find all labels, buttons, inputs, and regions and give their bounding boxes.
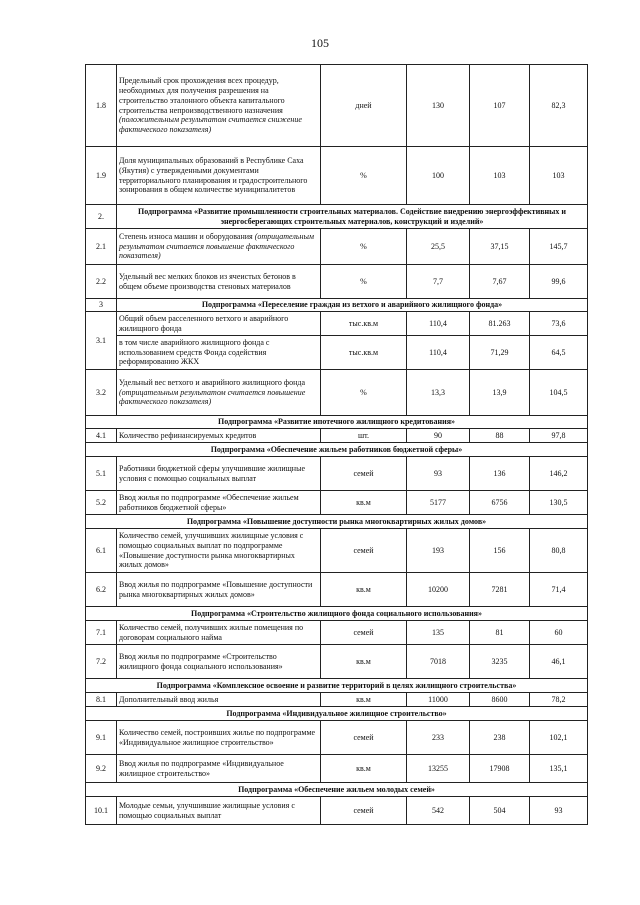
table-row [86,65,588,147]
fact-value: 17908 [470,755,530,783]
unit-cell: семей [321,457,407,491]
percent-value: 135,1 [530,755,588,783]
fact-value: 6756 [470,491,530,515]
indicator-note: (положительным результатом считается снижение фактического показателя) [119,115,302,135]
table-row [86,529,588,573]
indicator-name: Ввод жилья по подпрограмме «Обеспечение жильем работников бюджетной сферы» [117,491,321,515]
indicator-text: Предельный срок прохождения всех процедур, необходимых для получения разрешения на строительство эталонного объекта капитального строительства непроизводственного назначения [119,76,285,115]
unit-cell: кв.м [321,573,407,607]
plan-value: 5177 [407,491,470,515]
indicator-name: Ввод жилья по подпрограмме «Повышение доступности рынка многоквартирных жилых домов» [117,573,321,607]
plan-value: 25,5 [407,229,470,265]
table-row [86,229,588,265]
plan-value: 110,4 [407,312,470,336]
table-row [86,370,588,416]
indicator-name: Количество семей, улучшивших жилищные условия с помощью социальных выплат по подпрограмме «Повышение доступности рынка многоквартирных жилых домов» [117,529,321,573]
plan-value: 193 [407,529,470,573]
plan-value: 13,3 [407,370,470,416]
section-row [86,205,588,229]
table-row [86,797,588,825]
plan-value: 13255 [407,755,470,783]
section-title: Подпрограмма «Комплексное освоение и развитие территорий в целях жилищного строительства» [86,679,588,693]
indicator-name: Работники бюджетной сферы улучшившие жилищные условия с помощью социальных выплат [117,457,321,491]
unit-cell: семей [321,621,407,645]
fact-value: 81 [470,621,530,645]
section-row [86,299,588,312]
row-number: 10.1 [86,797,117,825]
row-number: 2.1 [86,229,117,265]
fact-value: 13,9 [470,370,530,416]
section-row [86,416,588,429]
row-number: 1.9 [86,147,117,205]
percent-value: 64,5 [530,336,588,370]
indicator-name [117,65,321,147]
section-row [86,515,588,529]
section-row [86,607,588,621]
unit-cell: тыс.кв.м [321,312,407,336]
row-number: 9.1 [86,721,117,755]
table-row [86,312,588,336]
fact-value: 7,67 [470,265,530,299]
indicator-name: Общий объем расселенного ветхого и аварийного жилищного фонда [117,312,321,336]
fact-value: 107 [470,65,530,147]
unit-cell: % [321,229,407,265]
plan-value: 10200 [407,573,470,607]
percent-value: 78,2 [530,693,588,707]
percent-value: 99,6 [530,265,588,299]
section-title: Подпрограмма «Строительство жилищного фонда социального использования» [86,607,588,621]
percent-value: 97,8 [530,429,588,443]
section-number: 3 [86,299,117,312]
indicator-name: Дополнительный ввод жилья [117,693,321,707]
indicator-name: Количество рефинансируемых кредитов [117,429,321,443]
page-number: 105 [311,36,329,50]
plan-value: 7,7 [407,265,470,299]
percent-value: 145,7 [530,229,588,265]
table-row [86,265,588,299]
table-row [86,721,588,755]
table-row [86,693,588,707]
plan-value: 7018 [407,645,470,679]
indicator-name: Молодые семьи, улучшившие жилищные условия с помощью социальных выплат [117,797,321,825]
indicator-name: Количество семей, получивших жилые помещения по договорам социального найма [117,621,321,645]
plan-value: 93 [407,457,470,491]
unit-cell: % [321,265,407,299]
table-row [86,429,588,443]
plan-value: 11000 [407,693,470,707]
indicator-name: Ввод жилья по подпрограмме «Индивидуальное жилищное строительство» [117,755,321,783]
table-row [86,336,588,370]
row-number: 3.2 [86,370,117,416]
section-number: 2. [86,205,117,229]
unit-cell: кв.м [321,491,407,515]
percent-value: 80,8 [530,529,588,573]
table-row [86,621,588,645]
indicator-name: Ввод жилья по подпрограмме «Строительство жилищного фонда социального использования» [117,645,321,679]
section-title: Подпрограмма «Развитие промышленности строительных материалов. Содействие внедрению энергоэффективных и энергосберегающих строительных материалов, конструкций и изделий» [117,205,588,229]
indicator-name: Доля муниципальных образований в Республике Саха (Якутия) с утвержденными документами территориального планирования и градостроительного зонирования в общем количестве муниципалитетов [117,147,321,205]
table-row [86,645,588,679]
fact-value: 3235 [470,645,530,679]
row-number: 9.2 [86,755,117,783]
section-row [86,679,588,693]
unit-cell: тыс.кв.м [321,336,407,370]
fact-value: 238 [470,721,530,755]
row-number: 5.1 [86,457,117,491]
indicator-name: в том числе аварийного жилищного фонда с использованием средств Фонда содействия реформированию ЖКХ [117,336,321,370]
percent-value: 146,2 [530,457,588,491]
percent-value: 73,6 [530,312,588,336]
unit-cell: шт. [321,429,407,443]
percent-value: 103 [530,147,588,205]
percent-value: 130,5 [530,491,588,515]
unit-cell: семей [321,721,407,755]
indicator-text: Удельный вес ветхого и аварийного жилищного фонда [119,377,305,387]
plan-value: 100 [407,147,470,205]
indicator-text: Степень износа машин и оборудования [119,231,253,241]
percent-value: 93 [530,797,588,825]
plan-value: 130 [407,65,470,147]
plan-value: 542 [407,797,470,825]
row-number: 5.2 [86,491,117,515]
row-number: 1.8 [86,65,117,147]
plan-value: 90 [407,429,470,443]
indicator-name [117,229,321,265]
indicator-name: Удельный вес мелких блоков из ячеистых бетонов в общем объеме производства стеновых материалов [117,265,321,299]
indicator-name [117,370,321,416]
fact-value: 504 [470,797,530,825]
plan-value: 135 [407,621,470,645]
indicator-note: (отрицательным результатом считается повышение фактического показателя) [119,387,306,407]
section-title: Подпрограмма «Повышение доступности рынка многоквартирных жилых домов» [86,515,588,529]
fact-value: 71,29 [470,336,530,370]
row-number: 7.1 [86,621,117,645]
table-row [86,755,588,783]
table-row [86,573,588,607]
section-title: Подпрограмма «Индивидуальное жилищное строительство» [86,707,588,721]
row-number: 4.1 [86,429,117,443]
unit-cell: % [321,147,407,205]
row-number: 8.1 [86,693,117,707]
fact-value: 7281 [470,573,530,607]
indicators-table [85,64,588,825]
table-row [86,491,588,515]
row-number: 6.2 [86,573,117,607]
fact-value: 156 [470,529,530,573]
row-number: 6.1 [86,529,117,573]
row-number: 2.2 [86,265,117,299]
row-number: 7.2 [86,645,117,679]
unit-cell: семей [321,529,407,573]
percent-value: 104,5 [530,370,588,416]
unit-cell: семей [321,797,407,825]
percent-value: 46,1 [530,645,588,679]
section-title: Подпрограмма «Переселение граждан из ветхого и аварийного жилищного фонда» [117,299,588,312]
table-row [86,147,588,205]
section-title: Подпрограмма «Обеспечение жильем работников бюджетной сферы» [86,443,588,457]
section-row [86,443,588,457]
row-number: 3.1 [86,312,117,370]
plan-value: 233 [407,721,470,755]
unit-cell: кв.м [321,755,407,783]
plan-value: 110,4 [407,336,470,370]
percent-value: 82,3 [530,65,588,147]
fact-value: 103 [470,147,530,205]
fact-value: 88 [470,429,530,443]
fact-value: 81.263 [470,312,530,336]
section-row [86,707,588,721]
indicator-note: (отрицательным результатом считается повышение фактического показателя) [119,231,315,261]
fact-value: 37,15 [470,229,530,265]
fact-value: 136 [470,457,530,491]
fact-value: 8600 [470,693,530,707]
section-title: Подпрограмма «Обеспечение жильем молодых семей» [86,783,588,797]
section-row [86,783,588,797]
table-row [86,457,588,491]
unit-cell: кв.м [321,693,407,707]
percent-value: 60 [530,621,588,645]
unit-cell: % [321,370,407,416]
section-title: Подпрограмма «Развитие ипотечного жилищного кредитования» [86,416,588,429]
unit-cell: кв.м [321,645,407,679]
percent-value: 71,4 [530,573,588,607]
percent-value: 102,1 [530,721,588,755]
indicator-name: Количество семей, построивших жилье по подпрограмме «Индивидуальное жилищное строительство» [117,721,321,755]
unit-cell: дней [321,65,407,147]
